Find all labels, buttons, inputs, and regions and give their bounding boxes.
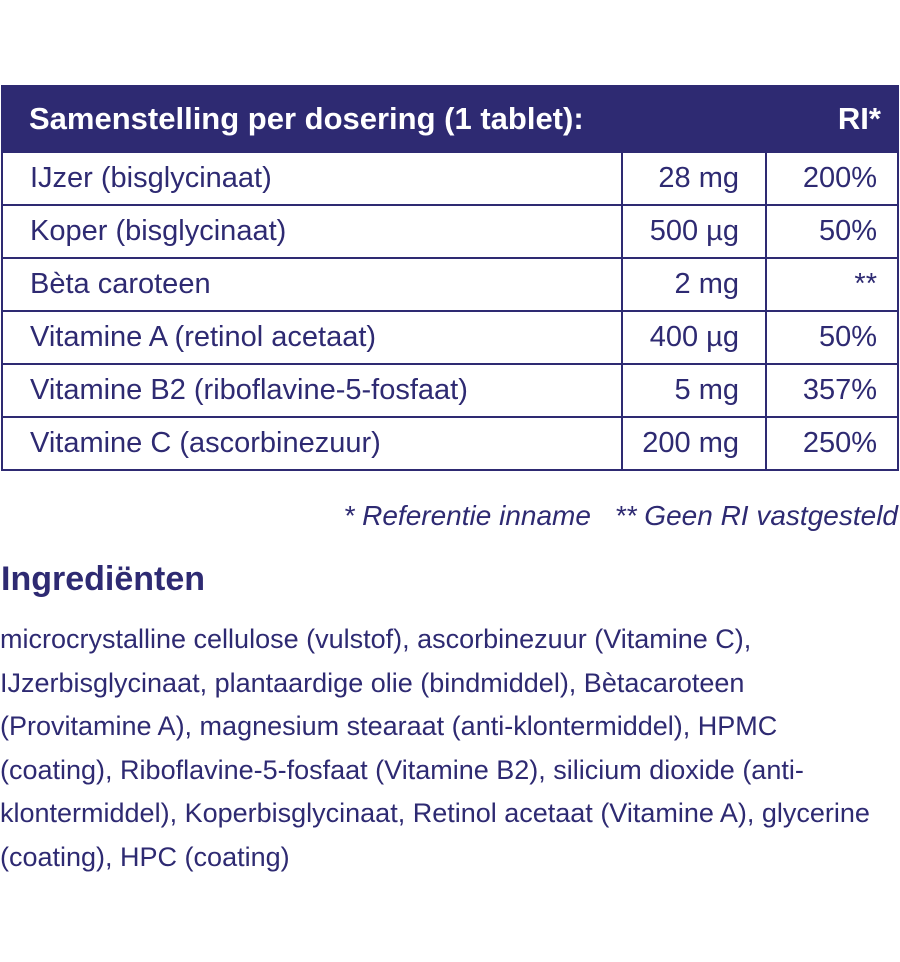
nutrient-ri: 50% — [766, 311, 898, 364]
nutrient-amount: 2 mg — [622, 258, 766, 311]
table-row — [2, 311, 898, 364]
footnote-no-ri: ** Geen RI vastgesteld — [614, 500, 898, 531]
nutrient-ri: ** — [766, 258, 898, 311]
nutrient-amount: 28 mg — [622, 152, 766, 205]
nutrient-ri: 250% — [766, 417, 898, 470]
nutrient-amount: 400 µg — [622, 311, 766, 364]
nutrient-ri: 50% — [766, 205, 898, 258]
nutrient-name: Bèta caroteen — [2, 258, 622, 311]
table-row — [2, 364, 898, 417]
nutrient-name: IJzer (bisglycinaat) — [2, 152, 622, 205]
nutrient-ri: 357% — [766, 364, 898, 417]
table-header-title: Samenstelling per dosering (1 tablet): — [2, 86, 766, 152]
table-header-row — [2, 86, 898, 152]
nutrient-amount: 200 mg — [622, 417, 766, 470]
nutrition-table — [1, 85, 899, 471]
table-row — [2, 258, 898, 311]
table-row — [2, 205, 898, 258]
nutrient-amount: 500 µg — [622, 205, 766, 258]
nutrient-name: Vitamine C (ascorbinezuur) — [2, 417, 622, 470]
ingredients-list: microcrystalline cellulose (vulstof), ascorbinezuur (Vitamine C), IJzerbisglycinaat, plantaardige olie (bindmiddel), Bètacaroteen (Provitamine A), magnesium stearaat (anti-klontermiddel), HPMC (coating), Riboflavine-5-fosfaat (Vitamine B2), silicium dioxide (anti-klontermiddel), Koperbisglycinaat, Retinol acetaat (Vitamine A), glycerine (coating), HPC (coating) — [0, 624, 870, 872]
table-footnote — [343, 500, 898, 532]
footnote-ri: * Referentie inname — [343, 500, 591, 531]
ingredients-heading: Ingrediënten — [1, 560, 206, 598]
nutrient-amount: 5 mg — [622, 364, 766, 417]
nutrient-name: Vitamine B2 (riboflavine-5-fosfaat) — [2, 364, 622, 417]
table-row — [2, 417, 898, 470]
table-row — [2, 152, 898, 205]
nutrient-name: Koper (bisglycinaat) — [2, 205, 622, 258]
table-header-ri: RI* — [766, 86, 898, 152]
nutrient-ri: 200% — [766, 152, 898, 205]
nutrient-name: Vitamine A (retinol acetaat) — [2, 311, 622, 364]
